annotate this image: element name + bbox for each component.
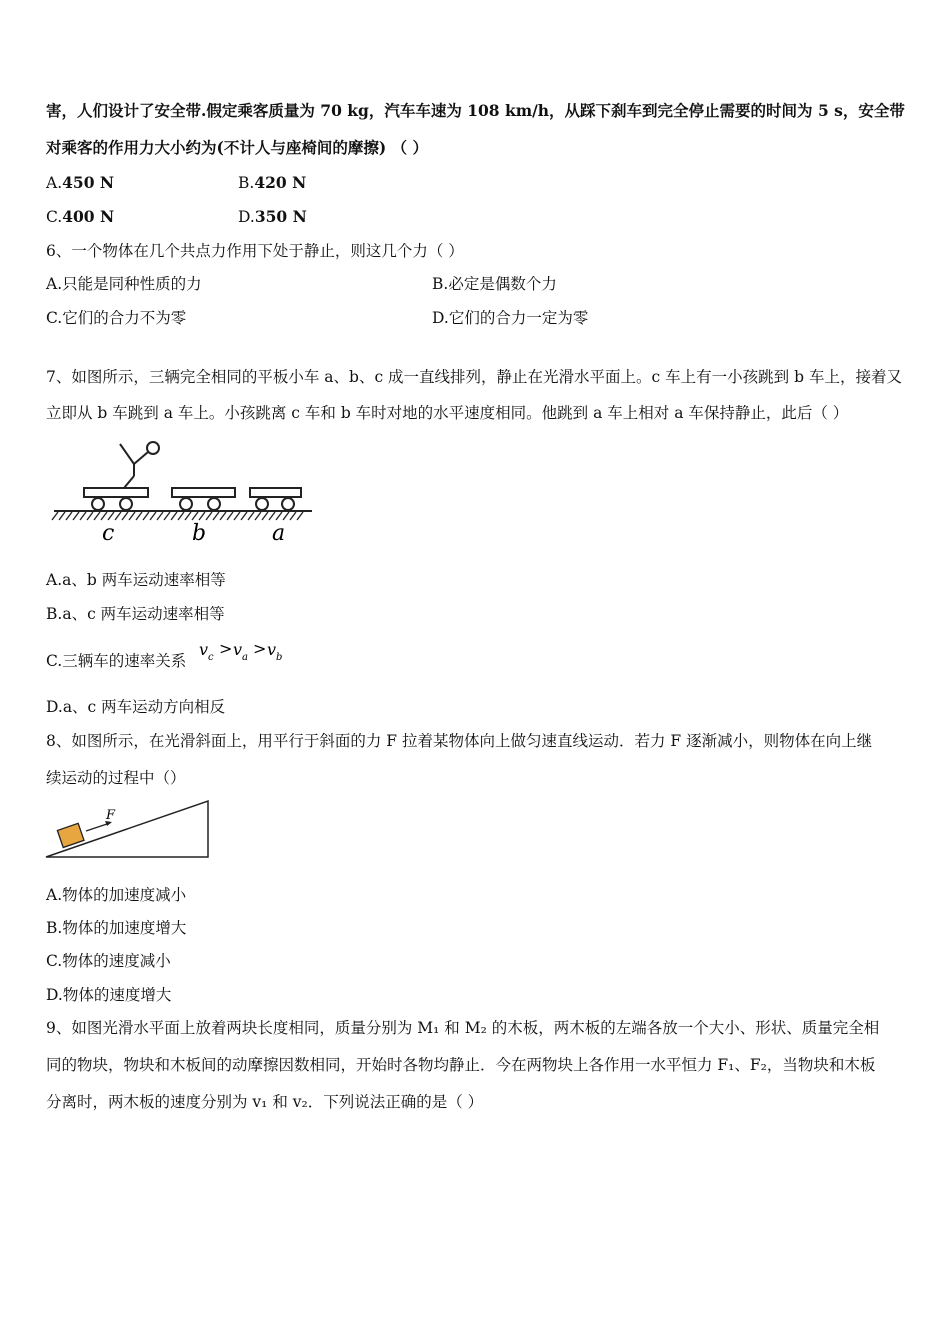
velocity-symbol: v — [199, 640, 209, 659]
three-carts-figure — [50, 438, 315, 550]
option-letter: D. — [46, 986, 63, 1004]
hatch-stroke — [94, 512, 100, 520]
option-text: 450 N — [62, 173, 115, 192]
q8-stem-line2: 续运动的过程中（） — [46, 769, 186, 787]
hatch-stroke — [213, 512, 219, 520]
incline-figure — [44, 798, 214, 862]
hatch-stroke — [115, 512, 121, 520]
hatch-stroke — [297, 512, 303, 520]
ground-hatching — [52, 512, 303, 520]
hatch-stroke — [269, 512, 275, 520]
force-label: F — [106, 808, 116, 823]
option-text: a、b 两车运动速率相等 — [62, 571, 226, 589]
option-letter: A. — [46, 886, 63, 904]
hatch-stroke — [108, 512, 114, 520]
q9-stem-line2: 同的物块，物块和木板间的动摩擦因数相同，开始时各物均静止．今在两物块上各作用一水平恒力 F₁、F₂，当物块和木板 — [46, 1056, 876, 1074]
q6-option-c — [46, 307, 186, 329]
q5-option-a — [46, 172, 114, 194]
option-text: 它们的合力一定为零 — [448, 309, 589, 327]
hatch-stroke — [290, 512, 296, 520]
hatch-stroke — [220, 512, 226, 520]
block-rect — [57, 823, 84, 847]
child-figure — [120, 442, 159, 488]
hatch-stroke — [283, 512, 289, 520]
q5-option-b — [238, 172, 306, 194]
option-text: a、c 两车运动方向相反 — [62, 698, 226, 716]
option-letter: C. — [46, 309, 63, 327]
q8-option-d — [46, 984, 171, 1006]
velocity-subscript-b: b — [276, 652, 283, 663]
hatch-stroke — [150, 512, 156, 520]
hatch-stroke — [255, 512, 261, 520]
hatch-stroke — [143, 512, 149, 520]
option-letter: D. — [238, 208, 255, 226]
q6-option-d — [432, 307, 588, 329]
hatch-stroke — [206, 512, 212, 520]
greater-than-sign: > — [253, 639, 267, 658]
cart-label-b: b — [192, 521, 207, 546]
q6-stem: 6、一个物体在几个共点力作用下处于静止，则这几个力（ ） — [46, 242, 464, 260]
option-text: a、c 两车运动速率相等 — [62, 605, 225, 623]
hatch-stroke — [101, 512, 107, 520]
option-letter: D. — [46, 698, 63, 716]
hatch-stroke — [66, 512, 72, 520]
q7-stem-line1: 7、如图所示，三辆完全相同的平板小车 a、b、c 成一直线排列，静止在光滑水平面上。c 车上有一小孩跳到 b 车上，接着又 — [46, 368, 902, 386]
hatch-stroke — [192, 512, 198, 520]
hatch-stroke — [199, 512, 205, 520]
q7-stem-line2: 立即从 b 车跳到 a 车上。小孩跳离 c 车和 b 车时对地的水平速度相同。他跳到 a 车上相对 a 车保持静止，此后（ ） — [46, 404, 849, 422]
velocity-symbol: v — [267, 640, 277, 659]
hatch-stroke — [157, 512, 163, 520]
option-text: 物体的速度减小 — [62, 952, 171, 970]
option-text: 物体的速度增大 — [62, 986, 172, 1004]
option-letter: A. — [46, 275, 63, 293]
hatch-stroke — [122, 512, 128, 520]
block — [57, 823, 84, 847]
hatch-stroke — [262, 512, 268, 520]
q6-option-a — [46, 273, 202, 295]
option-letter: D. — [432, 309, 449, 327]
q9-stem-line1: 9、如图光滑水平面上放着两块长度相同，质量分别为 M₁ 和 M₂ 的木板，两木板的左端各放一个大小、形状、质量完全相 — [46, 1019, 880, 1037]
velocity-relation — [197, 637, 292, 667]
q9-stem-line3: 分离时，两木板的速度分别为 v₁ 和 v₂．下列说法正确的是（ ） — [46, 1093, 484, 1111]
hatch-stroke — [276, 512, 282, 520]
option-text: 物体的加速度减小 — [62, 886, 187, 904]
option-letter: C. — [46, 208, 63, 226]
option-text: 物体的加速度增大 — [62, 919, 187, 937]
q8-option-a — [46, 884, 186, 906]
option-letter: A. — [46, 571, 63, 589]
hatch-stroke — [171, 512, 177, 520]
hatch-stroke — [234, 512, 240, 520]
q5-option-c — [46, 206, 114, 228]
q7-option-d — [46, 696, 225, 718]
hatch-stroke — [59, 512, 65, 520]
q5-stem-line1: 害，人们设计了安全带.假定乘客质量为 70 kg，汽车车速为 108 km/h，从踩下刹车到完全停止需要的时间为 5 s，安全带 — [46, 101, 905, 120]
hatch-stroke — [164, 512, 170, 520]
option-text: 350 N — [254, 207, 307, 226]
greater-than-sign: > — [219, 639, 233, 658]
option-text: 三辆车的速率关系 — [62, 652, 187, 670]
hatch-stroke — [136, 512, 142, 520]
velocity-subscript-a: a — [242, 652, 248, 663]
option-text: 只能是同种性质的力 — [62, 275, 202, 293]
option-text: 必定是偶数个力 — [448, 275, 557, 293]
hatch-stroke — [227, 512, 233, 520]
hatch-stroke — [52, 512, 58, 520]
q6-option-b — [432, 273, 557, 295]
velocity-symbol: v — [233, 640, 243, 659]
q7-option-c — [46, 650, 186, 672]
velocity-subscript-c: c — [208, 652, 214, 663]
hatch-stroke — [178, 512, 184, 520]
q7-option-a — [46, 569, 226, 591]
q5-option-d — [238, 206, 307, 228]
option-text: 400 N — [62, 207, 115, 226]
cart-c — [84, 488, 148, 510]
cart-label-c: c — [102, 521, 115, 546]
option-letter: B. — [46, 919, 63, 937]
q7-option-b — [46, 603, 225, 625]
option-letter: C. — [46, 952, 63, 970]
option-text: 它们的合力不为零 — [62, 309, 187, 327]
option-letter: B. — [238, 174, 255, 192]
cart-b — [172, 488, 235, 510]
q8-option-b — [46, 917, 186, 939]
hatch-stroke — [80, 512, 86, 520]
option-letter: B. — [46, 605, 63, 623]
hatch-stroke — [241, 512, 247, 520]
hatch-stroke — [87, 512, 93, 520]
option-text: 420 N — [254, 173, 307, 192]
option-letter: C. — [46, 652, 63, 670]
hatch-stroke — [248, 512, 254, 520]
option-letter: A. — [46, 174, 63, 192]
q5-stem-line2: 对乘客的作用力大小约为(不计人与座椅间的摩擦) （ ） — [46, 138, 428, 157]
hatch-stroke — [185, 512, 191, 520]
cart-label-a: a — [272, 521, 286, 546]
hatch-stroke — [73, 512, 79, 520]
hatch-stroke — [129, 512, 135, 520]
q8-option-c — [46, 950, 171, 972]
option-letter: B. — [432, 275, 449, 293]
q8-stem-line1: 8、如图所示，在光滑斜面上，用平行于斜面的力 F 拉着某物体向上做匀速直线运动．若力 F 逐渐减小，则物体在向上继 — [46, 732, 873, 750]
cart-a — [250, 488, 301, 510]
